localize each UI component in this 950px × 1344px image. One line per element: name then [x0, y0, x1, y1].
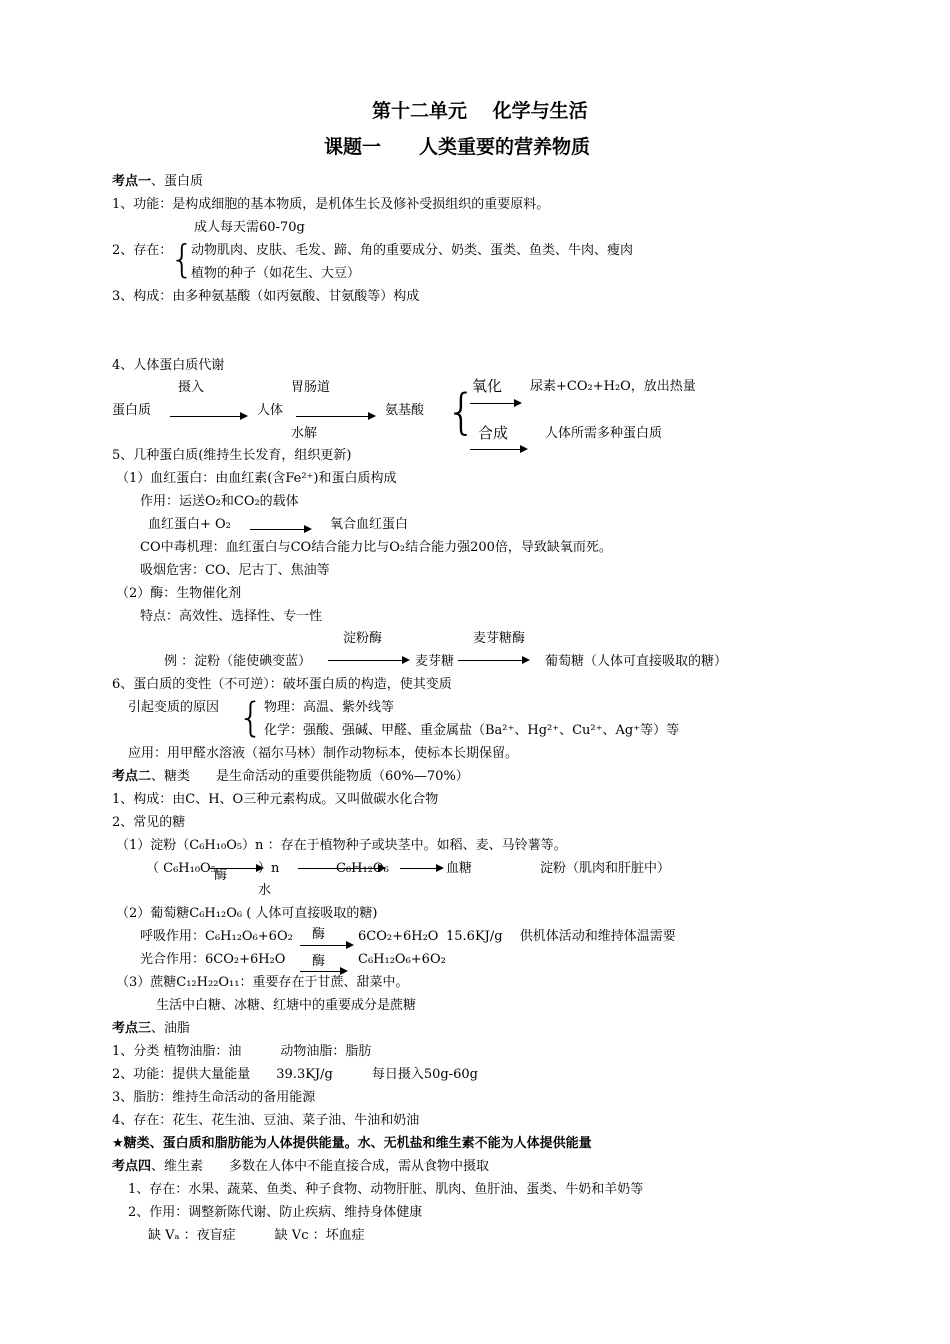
arrow-icon — [300, 945, 352, 946]
vitamin-function: 2、作用：调整新陈代谢、防止疾病、维持身体健康 — [128, 1205, 423, 1220]
denaturation-physical: 物理：高温、紫外线等 — [264, 700, 395, 715]
sucrose-usage: 生活中白糖、冰糖、红塘中的重要成分是蔗糖 — [156, 998, 417, 1013]
label-oxidation: 氧化 — [472, 377, 503, 395]
photosynthesis-product: C₆H₁₂O₆+6O₂ — [358, 952, 446, 967]
protein-presence-plant: 植物的种子（如花生、大豆） — [191, 266, 361, 281]
denaturation-application: 应用：用甲醛水溶液（福尔马林）制作动物标本，使标本长期保留。 — [128, 746, 519, 761]
label-enzyme: 酶 — [312, 927, 326, 942]
label-enzyme: 酶 — [312, 954, 326, 969]
respiration: 呼吸作用：C₆H₁₂O₆+6O₂ — [140, 929, 293, 944]
enzyme-line: （2）酶：生物催化剂 — [116, 586, 242, 601]
starch-n: ）n — [258, 861, 280, 876]
respiration-energy: 15.6KJ/g 供机体活动和维持体温需要 — [446, 929, 676, 944]
vitamin-deficiency: 缺 Vₐ ：夜盲症 缺 Vc ：坏血症 — [148, 1228, 365, 1243]
glucose-line: （2）葡萄糖C₆H₁₂O₆ ( 人体可直接吸取的糖) — [116, 906, 378, 921]
denaturation-heading: 6、蛋白质的变性（不可逆）：破坏蛋白质的构造，使其变质 — [112, 677, 452, 692]
label-intake: 摄入 — [178, 380, 205, 395]
arrow-icon — [328, 660, 408, 661]
example-maltose: 麦芽糖 — [415, 654, 455, 669]
protein-types-heading: 5、几种蛋白质(维持生长发育，组织更新) — [112, 448, 352, 463]
example-glucose: 葡萄糖（人体可直接吸取的糖） — [545, 654, 728, 669]
fat-reserve: 3、脂肪：维持生命活动的备用能源 — [112, 1090, 316, 1105]
protein-composition: 3、构成：由多种氨基酸（如丙氨酸、甘氨酸等）构成 — [112, 289, 420, 304]
fat-function: 2、功能：提供大量能量 39.3KJ/g 每日摄入50g-60g — [112, 1067, 478, 1082]
brace-icon: { — [446, 384, 477, 440]
node-body: 人体 — [257, 403, 284, 418]
synthesis-product: 人体所需多种蛋白质 — [545, 426, 663, 441]
arrow-icon — [458, 660, 528, 661]
arrow-icon — [300, 971, 346, 972]
node-amino-acid: 氨基酸 — [385, 403, 425, 418]
denaturation-chemical: 化学：强酸、强碱、甲醛、重金属盐（Ba²⁺、Hg²⁺、Cu²⁺、Ag⁺等）等 — [264, 723, 680, 738]
section-heading-4: 考点四、维生素 多数在人体中不能直接合成，需从食物中摄取 — [112, 1159, 490, 1174]
photosynthesis: 光合作用：6CO₂+6H₂O — [140, 952, 286, 967]
brace-icon: { — [238, 695, 264, 741]
energy-summary: ★糖类、蛋白质和脂肪能为人体提供能量。水、无机盐和维生素不能为人体提供能量 — [112, 1136, 592, 1151]
label-synthesis: 合成 — [478, 424, 509, 442]
protein-daily-need: 成人每天需60-70g — [194, 220, 305, 235]
example-starch: 例 ：淀粉（能使碘变蓝） — [164, 654, 312, 669]
oxidation-product: 尿素+CO₂+H₂O，放出热量 — [530, 379, 696, 394]
label-amylase: 淀粉酶 — [343, 631, 383, 646]
section-heading-3: 考点三、油脂 — [112, 1021, 191, 1036]
fat-classification: 1、分类 植物油脂：油 动物油脂：脂肪 — [112, 1044, 372, 1059]
smoking-harm: 吸烟危害：CO、尼古丁、焦油等 — [140, 563, 330, 578]
hemoglobin-line: （1）血红蛋白：由血红素(含Fe²⁺)和蛋白质构成 — [116, 471, 397, 486]
enzyme-features: 特点：高效性、选择性、专一性 — [140, 609, 323, 624]
co-poisoning: CO中毒机理：血红蛋白与CO结合能力比与O₂结合能力强200倍，导致缺氧而死。 — [140, 540, 612, 555]
arrow-icon — [296, 416, 374, 417]
respiration-product: 6CO₂+6H₂O — [358, 929, 439, 944]
denaturation-cause: 引起变质的原因 — [128, 700, 220, 715]
starch-formula: （ C₆H₁₀O₅ — [146, 861, 216, 876]
lesson-title: 课题一 人类重要的营养物质 — [324, 136, 591, 158]
arrow-icon — [400, 868, 442, 869]
protein-presence-animal: 动物肌肉、皮肤、毛发、蹄、角的重要成分、奶类、蛋类、鱼类、牛肉、瘦肉 — [191, 243, 634, 258]
metabolism-heading: 4、人体蛋白质代谢 — [112, 358, 225, 373]
blood-sugar: 血糖 — [446, 861, 473, 876]
brace-icon: { — [170, 237, 195, 281]
fat-presence: 4、存在：花生、花生油、豆油、菜子油、牛油和奶油 — [112, 1113, 420, 1128]
sucrose-line: （3）蔗糖C₁₂H₂₂O₁₁：重要存在于甘蔗、甜菜中。 — [116, 975, 409, 990]
unit-title: 第十二单元 化学与生活 — [372, 100, 588, 122]
protein-function: 1、功能：是构成细胞的基本物质，是机体生长及修补受损组织的重要原料。 — [112, 197, 550, 212]
label-hydrolysis: 水解 — [291, 426, 318, 441]
starch-line: （1）淀粉（C₆H₁₀O₅）n ：存在于植物种子或块茎中。如稻、麦、马铃薯等。 — [116, 838, 567, 853]
sugar-composition: 1、构成：由C、H、O三种元素构成。又叫做碳水化合物 — [112, 792, 439, 807]
glycogen-storage: 淀粉（肌肉和肝脏中） — [540, 861, 671, 876]
arrow-icon — [470, 449, 526, 450]
label-maltase: 麦芽糖酶 — [473, 631, 526, 646]
sugar-types-heading: 2、常见的糖 — [112, 815, 186, 830]
label-enzyme: 酶 — [214, 868, 228, 883]
arrow-icon — [250, 529, 310, 530]
protein-presence-label: 2、存在： — [112, 243, 173, 258]
glucose-formula: C₆H₁₂O₆ — [336, 861, 389, 876]
hemoglobin-product: 氧合血红蛋白 — [330, 517, 409, 532]
arrow-icon — [170, 416, 246, 417]
section-heading-1: 考点一、蛋白质 — [112, 174, 204, 189]
label-gut: 胃肠道 — [291, 380, 331, 395]
section-heading-2: 考点二、糖类 是生命活动的重要供能物质（60%—70%） — [112, 769, 469, 784]
arrow-icon — [470, 403, 520, 404]
node-protein: 蛋白质 — [112, 403, 152, 418]
hemoglobin-reactant: 血红蛋白+ O₂ — [148, 517, 231, 532]
hemoglobin-role: 作用：运送O₂和CO₂的载体 — [140, 494, 299, 509]
vitamin-presence: 1、存在：水果、蔬菜、鱼类、种子食物、动物肝脏、肌肉、鱼肝油、蛋类、牛奶和羊奶等 — [128, 1182, 644, 1197]
label-water: 水 — [258, 883, 272, 898]
